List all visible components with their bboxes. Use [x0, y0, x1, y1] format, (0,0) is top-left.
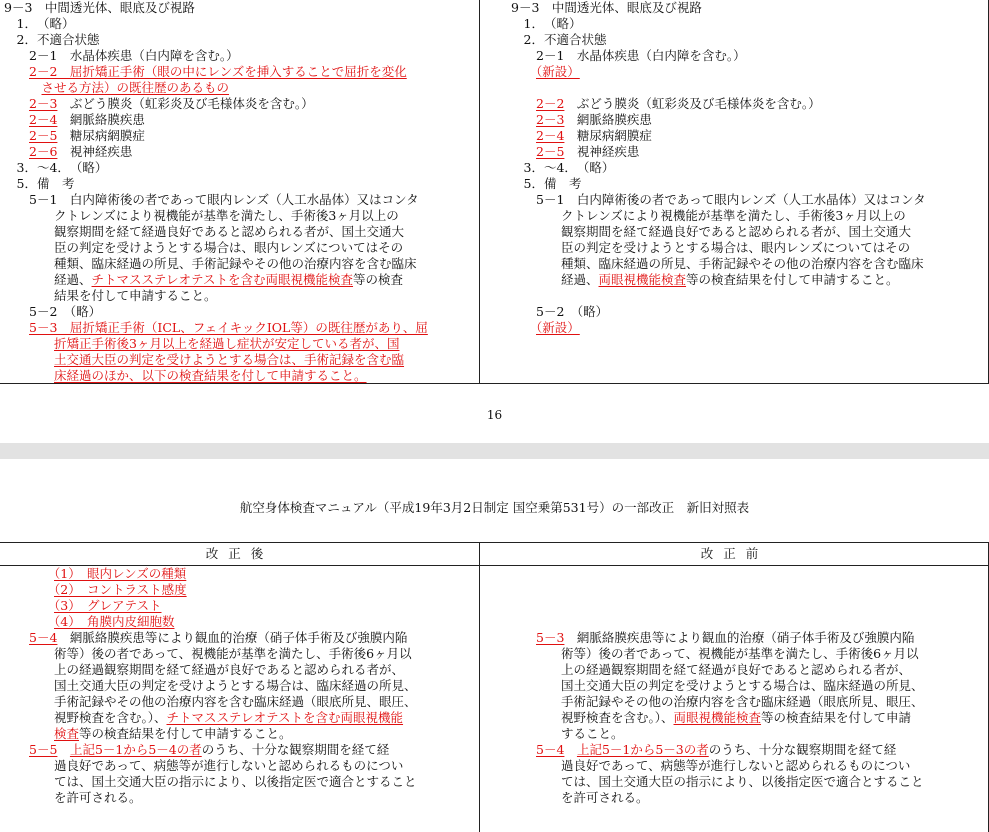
line-text: 手術記録やその他の治療内容を含む臨床経過（眼底所見、眼圧、: [4, 694, 417, 709]
text-line: [4, 742, 389, 758]
text-line: [4, 614, 174, 630]
page-number: 16: [486, 408, 503, 422]
text-line: [4, 288, 217, 304]
amended-text: 2－3: [29, 96, 58, 111]
text-line: [4, 726, 292, 742]
amended-text: させる方法）の既往歴のあるもの: [41, 80, 230, 95]
text-line: [4, 774, 417, 790]
document-title: 航空身体検査マニュアル（平成19年3月2日制定 国空乗第531号）の一部改正 新旧対照表: [239, 500, 750, 515]
line-text: 1． （略）: [511, 16, 582, 31]
line-text: [511, 64, 536, 79]
line-text: 等の検査: [353, 272, 404, 287]
line-text: 種類、臨床経過の所見、手術記録やその他の治療内容を含む臨床: [511, 256, 924, 271]
line-text: 国土交通大臣の判定を受けようとする場合は、臨床経過の所見、: [4, 678, 417, 693]
amended-text: チトマスステレオテストを含む両眼視機能: [166, 710, 404, 725]
line-text: 種類、臨床経過の所見、手術記録やその他の治療内容を含む臨床: [4, 256, 417, 271]
line-text: を許可される。: [4, 790, 142, 805]
line-text: 9－3 中間透光体、眼底及び視路: [4, 0, 195, 15]
header-previous: 改正前: [700, 546, 769, 561]
text-line: [511, 742, 896, 758]
amended-text: 2－4: [29, 112, 58, 127]
text-line: [511, 790, 649, 806]
line-text: [4, 80, 42, 95]
text-line: [4, 0, 195, 16]
line-text: 臣の判定を受けようとする場合は、眼内レンズについてはその: [511, 240, 911, 255]
text-line: [511, 208, 906, 224]
line-text: [511, 128, 536, 143]
line-text: [4, 614, 54, 629]
amended-text: （4） 角膜内皮細胞数: [54, 614, 175, 629]
amended-text: （1） 眼内レンズの種類: [54, 566, 187, 581]
line-text: 2．不適合状態: [511, 32, 607, 47]
text-line: [4, 16, 74, 32]
line-text: 経過、: [4, 272, 92, 287]
line-text: [4, 128, 29, 143]
text-line: [4, 630, 407, 646]
amended-text: 2－5: [29, 128, 58, 143]
text-line: [4, 758, 403, 774]
text-line: [4, 80, 229, 96]
line-text: 網脈絡膜疾患等により観血的治療（硝子体手術及び強膜内陥: [57, 630, 408, 645]
amended-text: 2－4: [536, 128, 565, 143]
amended-text: 2－6: [29, 144, 58, 159]
line-text: 5－2 （略）: [4, 304, 102, 319]
amended-text: 床経過のほか、以下の検査結果を付して申請すること。: [54, 368, 367, 383]
text-line: [4, 710, 403, 726]
line-text: [4, 96, 29, 111]
line-text: 視野検査を含む。）、: [4, 710, 167, 725]
line-text: すること。: [511, 726, 624, 741]
line-text: 国土交通大臣の判定を受けようとする場合は、臨床経過の所見、: [511, 678, 924, 693]
line-text: のうち、十分な観察期間を経て経: [201, 742, 390, 757]
text-line: [4, 256, 417, 272]
text-line: [4, 96, 314, 112]
text-line: [511, 160, 614, 176]
amended-text: （新設）: [536, 320, 580, 335]
line-text: [511, 742, 536, 757]
text-line: [4, 598, 161, 614]
line-text: 3．～4． （略）: [4, 160, 108, 175]
line-text: [4, 630, 29, 645]
line-text: 手術記録やその他の治療内容を含む臨床経過（眼底所見、眼圧、: [511, 694, 924, 709]
line-text: 網脈絡膜疾患等により観血的治療（硝子体手術及び強膜内陥: [564, 630, 915, 645]
text-line: [511, 224, 911, 240]
line-text: 上の経過観察期間を経て経過が良好であると認められる者が、: [511, 662, 912, 677]
text-line: [511, 272, 899, 288]
amended-text: 両眼視機能検査: [673, 710, 762, 725]
amended-text: 2－2: [536, 96, 565, 111]
amended-text: 土交通大臣の判定を受けようとする場合は、手術記録を含む臨: [54, 352, 405, 367]
amended-text: 5－3 屈折矯正手術（ICL、フェイキックIOL等）の既往歴があり、屈: [29, 320, 428, 335]
line-text: 1． （略）: [4, 16, 75, 31]
comparison-table-page16: [0, 0, 989, 384]
line-text: 術等）後の者であって、視機能が基準を満たし、手術後6ヶ月以: [511, 646, 919, 661]
line-text: クトレンズにより視機能が基準を満たし、手術後3ヶ月以上の: [511, 208, 906, 223]
line-text: 経過、: [511, 272, 599, 287]
line-text: 過良好であって、病態等が進行しないと認められるものについ: [511, 758, 911, 773]
text-line: [511, 32, 606, 48]
text-line: [4, 790, 142, 806]
text-line: [4, 566, 186, 582]
text-line: [4, 662, 404, 678]
line-text: [4, 566, 54, 581]
amended-text: （3） グレアテスト: [54, 598, 162, 613]
text-line: [4, 352, 404, 368]
line-text: [511, 630, 536, 645]
line-text: [4, 742, 29, 757]
text-line: [4, 192, 419, 208]
text-line: [511, 96, 821, 112]
line-text: 臣の判定を受けようとする場合は、眼内レンズについてはその: [4, 240, 404, 255]
text-line: [4, 240, 403, 256]
line-text: [4, 352, 54, 367]
text-line: [511, 320, 580, 336]
revised-column: [4, 566, 484, 832]
amended-text: 5－4: [536, 742, 565, 757]
page-separator: [0, 443, 989, 459]
text-line: [511, 176, 581, 192]
text-line: [4, 694, 417, 710]
revised-column: [4, 0, 484, 383]
text-line: [511, 646, 919, 662]
amended-text: 2－2 屈折矯正手術（眼の中にレンズを挿入することで屈折を変化: [29, 64, 407, 79]
line-text: 3．～4． （略）: [511, 160, 615, 175]
line-text: 5－1 白内障術後の者であって眼内レンズ（人工水晶体）又はコンタ: [4, 192, 419, 207]
text-line: [511, 128, 652, 144]
text-line: [4, 224, 404, 240]
previous-column: [511, 566, 989, 832]
line-text: 糖尿病網膜症: [564, 128, 652, 143]
line-text: 観察期間を経て経過良好であると認められる者が、国土交通大: [511, 224, 912, 239]
line-text: [4, 598, 54, 613]
header-revised: 改正後: [205, 546, 274, 561]
amended-text: 5－5: [29, 742, 58, 757]
page-17: [0, 459, 989, 814]
line-text: ぶどう膜炎（虹彩炎及び毛様体炎を含む。）: [564, 96, 821, 111]
line-text: 観察期間を経て経過良好であると認められる者が、国土交通大: [4, 224, 405, 239]
line-text: 上の経過観察期間を経て経過が良好であると認められる者が、: [4, 662, 405, 677]
amended-text: （2） コントラスト感度: [54, 582, 187, 597]
text-line: [4, 160, 107, 176]
line-text: のうち、十分な観察期間を経て経: [708, 742, 897, 757]
text-line: [511, 694, 924, 710]
line-text: [4, 582, 54, 597]
text-line: [4, 368, 367, 384]
previous-column: [511, 0, 989, 383]
line-text: 2－1 水晶体疾患（白内障を含む。）: [511, 48, 746, 63]
amended-text: 上記5－1から5－4の者: [69, 742, 202, 757]
line-text: 視野検査を含む。）、: [511, 710, 674, 725]
line-text: ては、国土交通大臣の指示により、以後指定医で適合とすること: [4, 774, 417, 789]
line-text: 術等）後の者であって、視機能が基準を満たし、手術後6ヶ月以: [4, 646, 412, 661]
line-text: [4, 336, 54, 351]
text-line: [4, 272, 403, 288]
line-text: [57, 742, 70, 757]
line-text: [511, 144, 536, 159]
line-text: クトレンズにより視機能が基準を満たし、手術後3ヶ月以上の: [4, 208, 399, 223]
text-line: [4, 336, 399, 352]
text-line: [511, 48, 746, 64]
amended-text: チトマスステレオテストを含む両眼視機能検査: [91, 272, 354, 287]
text-line: [4, 646, 412, 662]
text-line: [511, 304, 608, 320]
text-line: [511, 758, 910, 774]
text-line: [4, 320, 428, 336]
text-line: [4, 208, 399, 224]
line-text: 等の検査結果を付して申請すること。: [79, 726, 292, 741]
amended-text: 2－3: [536, 112, 565, 127]
line-text: 等の検査結果を付して申請すること。: [686, 272, 899, 287]
line-text: 等の検査結果を付して申請: [761, 710, 912, 725]
text-line: [511, 662, 911, 678]
amended-text: （新設）: [536, 64, 580, 79]
line-text: 結果を付して申請すること。: [4, 288, 217, 303]
line-text: 5．備 考: [511, 176, 582, 191]
amended-text: 上記5－1から5－3の者: [576, 742, 709, 757]
text-line: [4, 128, 145, 144]
line-text: [4, 320, 29, 335]
line-text: 5－1 白内障術後の者であって眼内レンズ（人工水晶体）又はコンタ: [511, 192, 926, 207]
text-line: [4, 304, 101, 320]
line-text: 過良好であって、病態等が進行しないと認められるものについ: [4, 758, 404, 773]
text-line: [511, 240, 910, 256]
text-line: [511, 774, 924, 790]
line-text: を許可される。: [511, 790, 649, 805]
text-line: [4, 144, 132, 160]
line-text: [4, 368, 54, 383]
amended-text: 5－4: [29, 630, 58, 645]
text-line: [4, 678, 417, 694]
line-text: [4, 112, 29, 127]
line-text: [511, 96, 536, 111]
line-text: 9－3 中間透光体、眼底及び視路: [511, 0, 702, 15]
line-text: [4, 726, 54, 741]
text-line: [4, 176, 74, 192]
line-text: [4, 144, 29, 159]
amended-text: 折矯正手術後3ヶ月以上を経過し症状が安定している者が、国: [54, 336, 400, 351]
text-line: [511, 112, 652, 128]
amended-text: 検査: [54, 726, 80, 741]
line-text: [4, 64, 29, 79]
comparison-table: [0, 542, 989, 832]
text-line: [511, 64, 580, 80]
line-text: [511, 320, 536, 335]
text-line: [4, 64, 407, 80]
line-text: ては、国土交通大臣の指示により、以後指定医で適合とすること: [511, 774, 924, 789]
line-text: [564, 742, 577, 757]
text-line: [511, 710, 911, 726]
line-text: 2－1 水晶体疾患（白内障を含む。）: [4, 48, 239, 63]
line-text: ぶどう膜炎（虹彩炎及び毛様体炎を含む。）: [57, 96, 314, 111]
line-text: [511, 112, 536, 127]
line-text: 糖尿病網膜症: [57, 128, 145, 143]
text-line: [511, 726, 624, 742]
text-line: [4, 48, 239, 64]
line-text: 網脈絡膜疾患: [564, 112, 652, 127]
amended-text: 両眼視機能検査: [598, 272, 687, 287]
amended-text: 2－5: [536, 144, 565, 159]
line-text: 2．不適合状態: [4, 32, 100, 47]
text-line: [511, 16, 581, 32]
text-line: [511, 0, 702, 16]
text-line: [511, 256, 924, 272]
text-line: [511, 630, 914, 646]
line-text: 網脈絡膜疾患: [57, 112, 145, 127]
line-text: 視神経疾患: [57, 144, 133, 159]
text-line: [4, 32, 99, 48]
line-text: 視神経疾患: [564, 144, 640, 159]
text-line: [4, 112, 145, 128]
line-text: 5－2 （略）: [511, 304, 609, 319]
text-line: [511, 144, 639, 160]
amended-text: 5－3: [536, 630, 565, 645]
text-line: [4, 582, 187, 598]
text-line: [511, 678, 924, 694]
line-text: 5．備 考: [4, 176, 75, 191]
text-line: [511, 192, 926, 208]
